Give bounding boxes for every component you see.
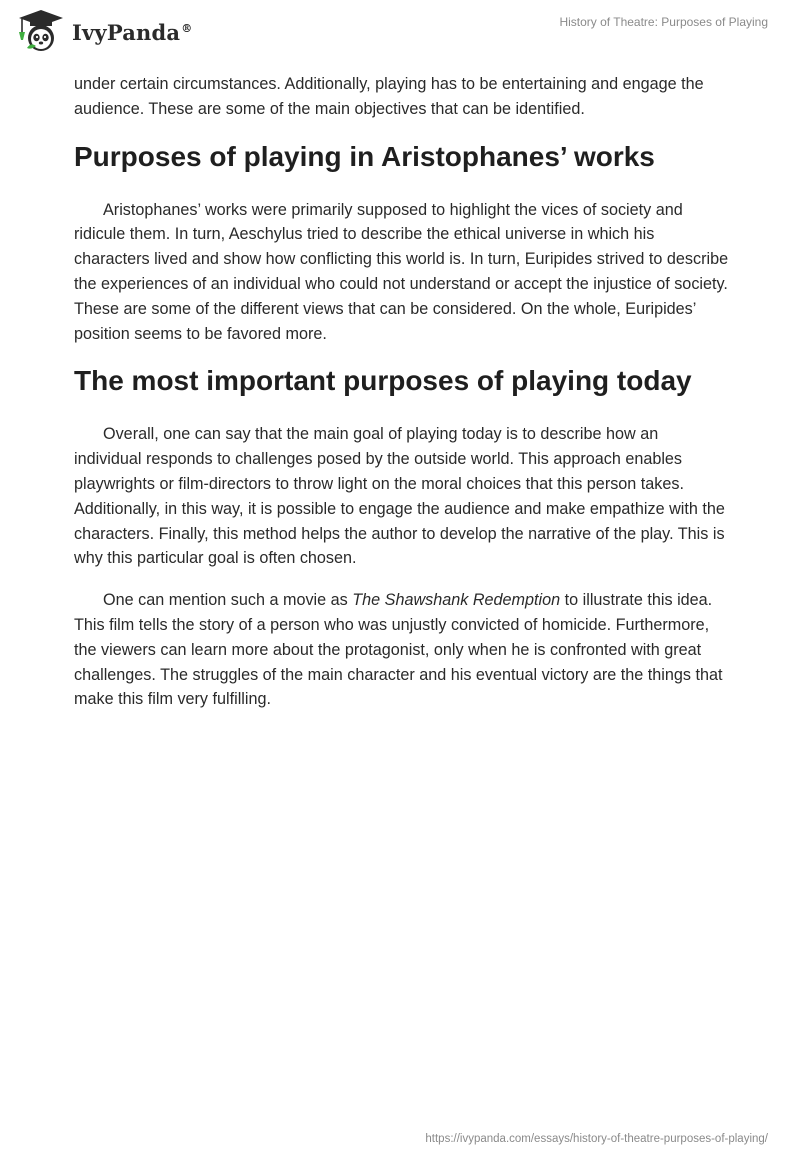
movie-paragraph-lead: One can mention such a movie as (103, 591, 353, 610)
movie-paragraph-rest: to illustrate this idea. This film tells the story of a person who was unjustly convicted of homicide. Furthermore, the viewers can learn more about the protagonist, only when he is confronted with great challenges. The struggles of the main character and his eventual victory are the things that make this film very fulfilling. (74, 591, 723, 709)
logo-text (72, 20, 192, 45)
section-heading-aristophanes: Purposes of playing in Aristophanes’ works (74, 140, 655, 172)
section-heading-today: The most important purposes of playing today (74, 365, 692, 397)
document-title: History of Theatre: Purposes of Playing (559, 15, 768, 29)
page-header (0, 0, 800, 66)
paragraph-today: Overall, one can say that the main goal of playing today is to describe how an individual responds to challenges posed by the outside world. This approach enables playwrights or film-directors to throw light on the moral choices that this person takes. Additionally, in this way, it is possible to engage the audience and make empathize with the characters. Finally, this method helps the author to develop the narrative of the play. This is why this particular goal is often chosen. (74, 425, 725, 568)
movie-title: The Shawshank Redemption (352, 591, 561, 610)
paragraph-aristophanes: Aristophanes’ works were primarily supposed to highlight the vices of society and ridicule them. In turn, Aeschylus tried to describe the ethical universe in which his characters lived and show how conflicting this world is. In turn, Euripides strived to describe the experiences of an individual who could not understand or accept the injustice of society. These are some of the different views that can be considered. On the whole, Euripides’ position seems to be favored more. (74, 200, 729, 343)
registered-mark: ® (181, 21, 193, 35)
panda-graduate-icon (16, 8, 66, 54)
logo-wordmark: IvyPanda (72, 19, 181, 45)
intro-paragraph: under certain circumstances. Additionally, playing has to be entertaining and engage the audience. These are some of the main objectives that can be identified. (74, 75, 704, 118)
essay-content (74, 72, 730, 729)
paragraph-movie (74, 588, 730, 712)
source-url[interactable]: https://ivypanda.com/essays/history-of-theatre-purposes-of-playing/ (425, 1133, 768, 1145)
ivypanda-logo[interactable] (16, 8, 192, 54)
